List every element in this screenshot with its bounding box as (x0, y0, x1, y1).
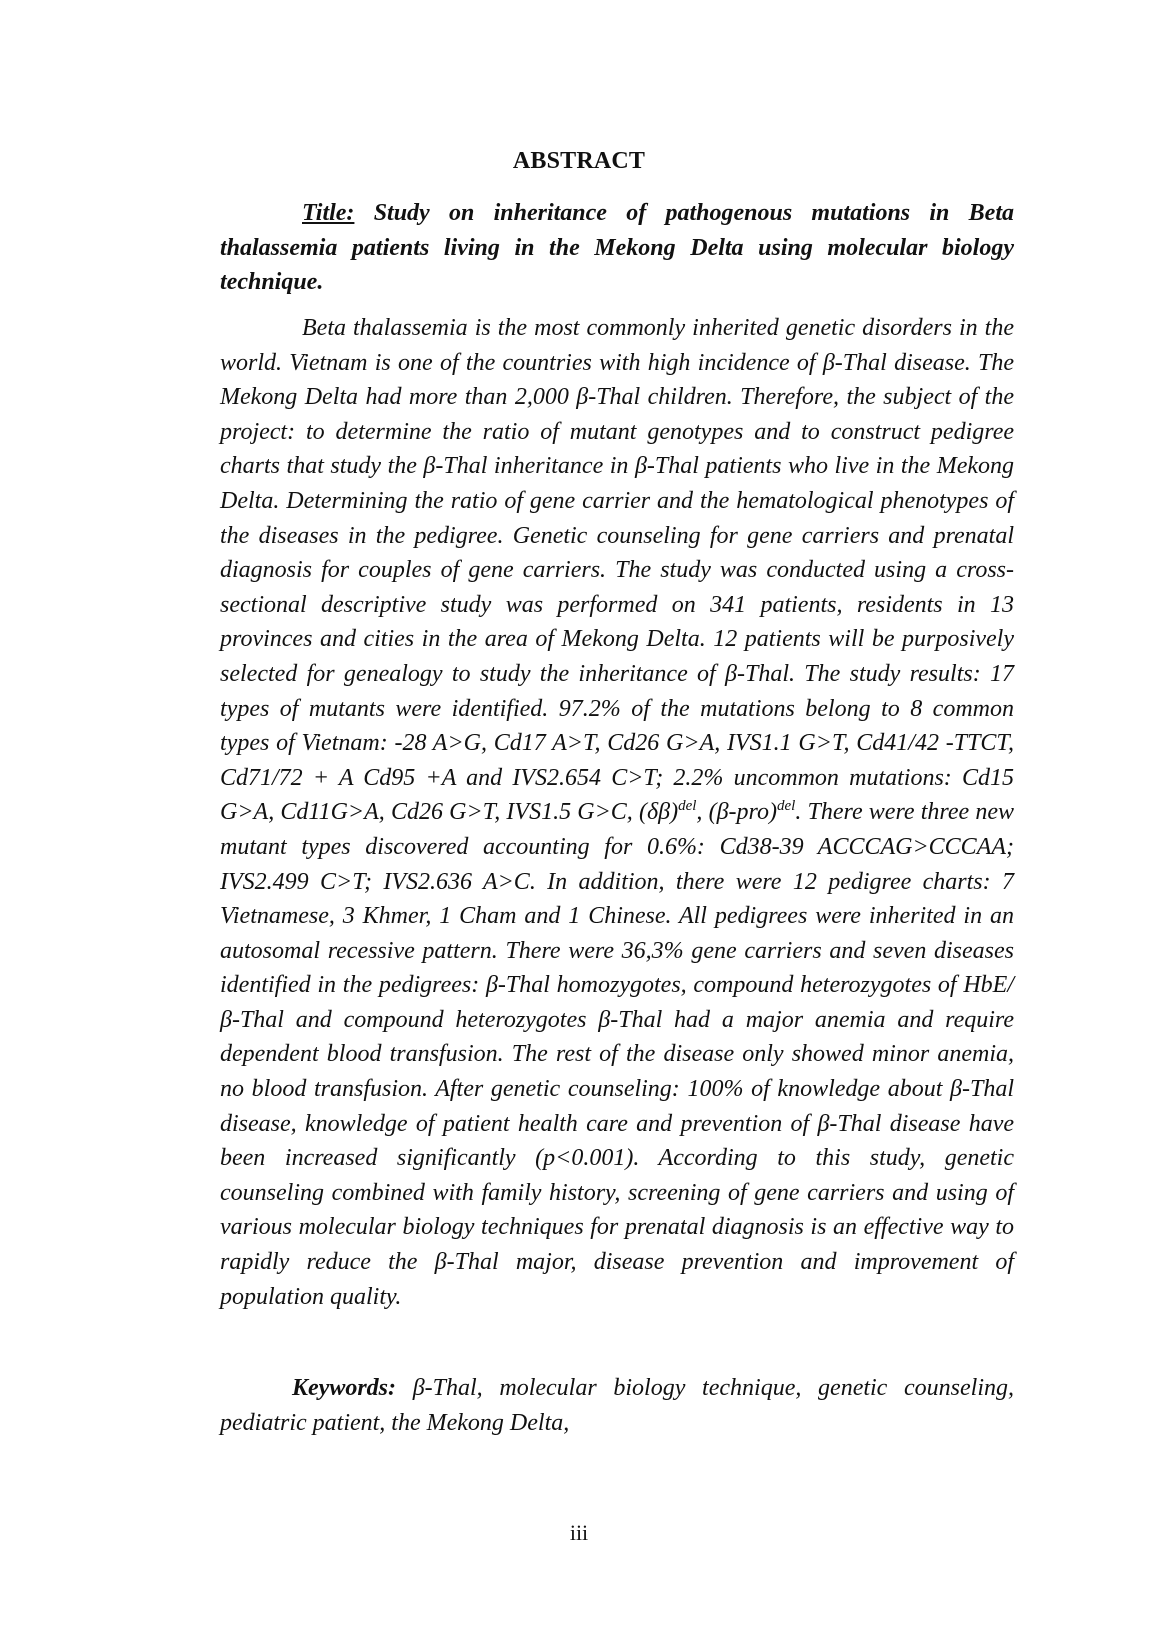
abstract-text-part2: . There were three new mutant types discovered accounting for 0.6%: Cd38-39 ACCCAG>CCCAA; IVS2.499 C>T; IVS2.636 A>C. In addition, there were 12 pedigree charts: 7 Vietnamese, 3 Khmer, 1 Cham and 1 Chinese. All pedigrees were inherited in an autosomal recessive pattern. There were 36,3% gene carriers and seven diseases identified in the pedigrees: β-Thal homozygotes, compound heterozygotes of HbE/β-Thal and compound heterozygotes β-Thal had a major anemia and require dependent blood transfusion. The rest of the disease only showed minor anemia, no blood transfusion. After genetic counseling: 100% of knowledge about β-Thal disease, knowledge of patient health care and prevention of β-Thal disease have been increased significantly (p<0.001). According to this study, genetic counseling combined with family history, screening of gene carriers and using of various molecular biology techniques for prenatal diagnosis is an effective way to rapidly reduce the β-Thal major, disease prevention and improvement of population quality. (220, 799, 1015, 1310)
title-label: Title: (302, 200, 355, 226)
keywords-label: Keywords: (292, 1375, 396, 1401)
page-number: iii (569, 1520, 589, 1545)
deletion-delta-beta: (δβ) (639, 799, 679, 826)
deletion-beta-pro-superscript: del (777, 798, 796, 815)
keywords-paragraph (220, 1371, 1014, 1440)
deletion-separator: , (696, 799, 703, 826)
keywords-text: β-Thal, molecular biology technique, genetic counseling, pediatric patient, the Mekong Delta, (220, 1375, 1015, 1436)
page-title: ABSTRACT (512, 148, 646, 174)
thesis-title (220, 196, 1014, 300)
deletion-beta-pro: (β-pro) (708, 799, 777, 826)
title-text: Study on inheritance of pathogenous mutations in Beta thalassemia patients living in the Mekong Delta using molecular biology technique. (220, 200, 1014, 295)
deletion-delta-beta-superscript: del (678, 798, 697, 815)
abstract-paragraph (220, 311, 1014, 1314)
abstract-text-part1: Beta thalassemia is the most commonly inherited genetic disorders in the world. Vietnam is one of the countries with high incidence of β-Thal disease. The Mekong Delta had more than 2,000 β-Thal children. Therefore, the subject of the project: to determine the ratio of mutant genotypes and to construct pedigree charts that study the β-Thal inheritance in β-Thal patients who live in the Mekong Delta. Determining the ratio of gene carrier and the hematological phenotypes of the diseases in the pedigree. Genetic counseling for gene carriers and prenatal diagnosis for couples of gene carriers. The study was conducted using a cross-sectional descriptive study was performed on 341 patients, residents in 13 provinces and cities in the area of Mekong Delta. 12 patients will be purposively selected for genealogy to study the inheritance of β-Thal. The study results: 17 types of mutants were identified. 97.2% of the mutations belong to 8 common types of Vietnam: -28 A>G, Cd17 A>T, Cd26 G>A, IVS1.1 G>T, Cd41/42 -TTCT, Cd71/72 + A Cd95 +A and IVS2.654 C>T; 2.2% uncommon mutations: Cd15 G>A, Cd11G>A, Cd26 G>T, IVS1.5 G>C, (220, 315, 1014, 826)
